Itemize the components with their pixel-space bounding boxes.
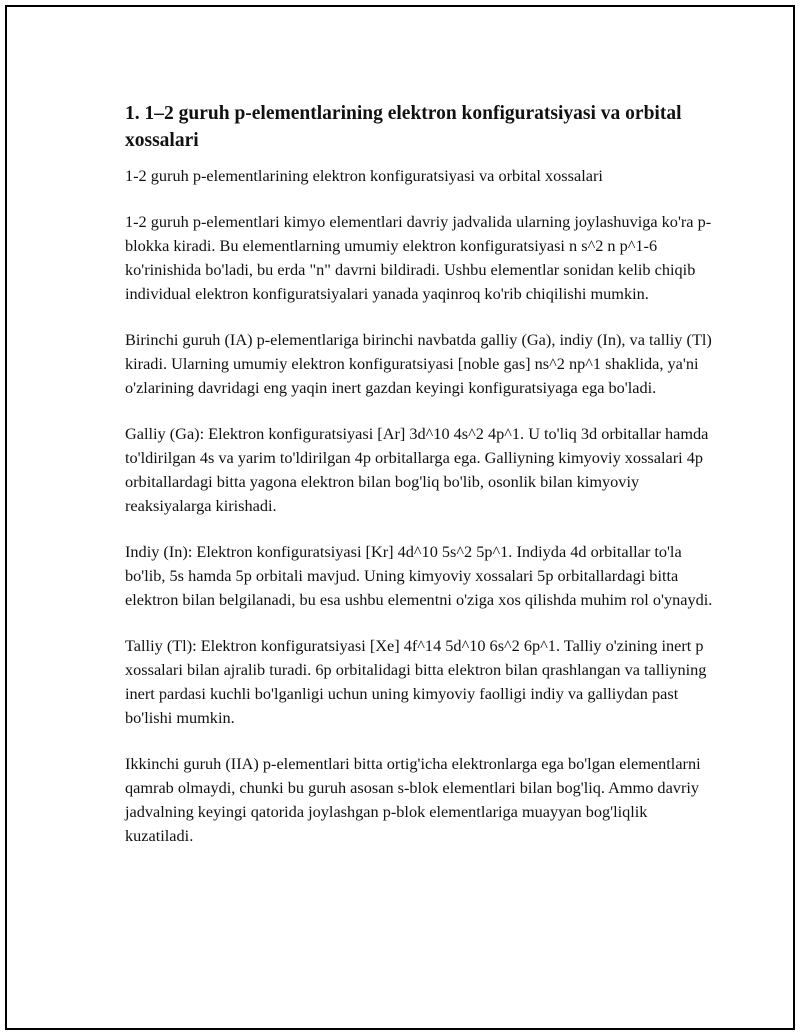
paragraph-indium: Indiy (In): Elektron konfiguratsiyasi [Kr] 4d^10 5s^2 5p^1. Indiyda 4d orbitallar to'la bo'lib, 5s hamda 5p orbitali mavjud. Uning kimyoviy xossalari 5p orbitallardagi bitta elektron bilan belgilanadi, bu esa ushbu elementni o'ziga xos qilishda muhim rol o'ynaydi.	[125, 542, 713, 609]
paragraph-group-one: Birinchi guruh (IA) p-elementlariga birinchi navbatda galliy (Ga), indiy (In), va talliy (Tl) kiradi. Ularning umumiy elektron konfiguratsiyasi [noble gas] ns^2 np^1 shaklida, ya'ni o'zlarining davridagi eng yaqin inert gazdan keyingi konfiguratsiyaga ega bo'ladi.	[125, 330, 712, 397]
section-heading: 1. 1–2 guruh p-elementlarining elektron konfiguratsiyasi va orbital xossalari	[125, 103, 682, 151]
page-frame	[5, 5, 795, 1030]
paragraph-gallium: Galliy (Ga): Elektron konfiguratsiyasi [Ar] 3d^10 4s^2 4p^1. U to'liq 3d orbitallar hamda to'ldirilgan 4s va yarim to'ldirilgan 4p orbitallarga ega. Galliyning kimyoviy xossalari 4p orbitallardagi bitta yagona elektron bilan bog'liq bo'lib, osonlik bilan kimyoviy reaksiyalarga kirishadi.	[125, 424, 709, 515]
paragraph-intro: 1-2 guruh p-elementlari kimyo elementlari davriy jadvalida ularning joylashuviga ko'ra p-blokka kiradi. Bu elementlarning umumiy elektron konfiguratsiyasi n s^2 n p^1-6 ko'rinishida bo'ladi, bu erda "n" davrni bildiradi. Ushbu elementlar sonidan kelib chiqib individual elektron konfiguratsiyalari yanada yaqinroq ko'rib chiqilishi mumkin.	[125, 212, 712, 303]
paragraph-group-two: Ikkinchi guruh (IIA) p-elementlari bitta ortig'icha elektronlarga ega bo'lgan elementlarni qamrab olmaydi, chunki bu guruh asosan s-blok elementlari bilan bog'liq. Ammo davriy jadvalning keyingi qatorida joylashgan p-blok elementlariga muayyan bog'liqlik kuzatiladi.	[125, 754, 701, 845]
paragraph-subtitle: 1-2 guruh p-elementlarining elektron konfiguratsiyasi va orbital xossalari	[125, 166, 603, 185]
paragraph-thallium: Talliy (Tl): Elektron konfiguratsiyasi [Xe] 4f^14 5d^10 6s^2 6p^1. Talliy o'zining inert p xossalari bilan ajralib turadi. 6p orbitalidagi bitta elektron bilan qrashlangan va talliyning inert pardasi kuchli bo'lganligi uchun uning kimyoviy faolligi indiy va galliydan past bo'lishi mumkin.	[125, 636, 707, 727]
document-body	[125, 100, 715, 870]
